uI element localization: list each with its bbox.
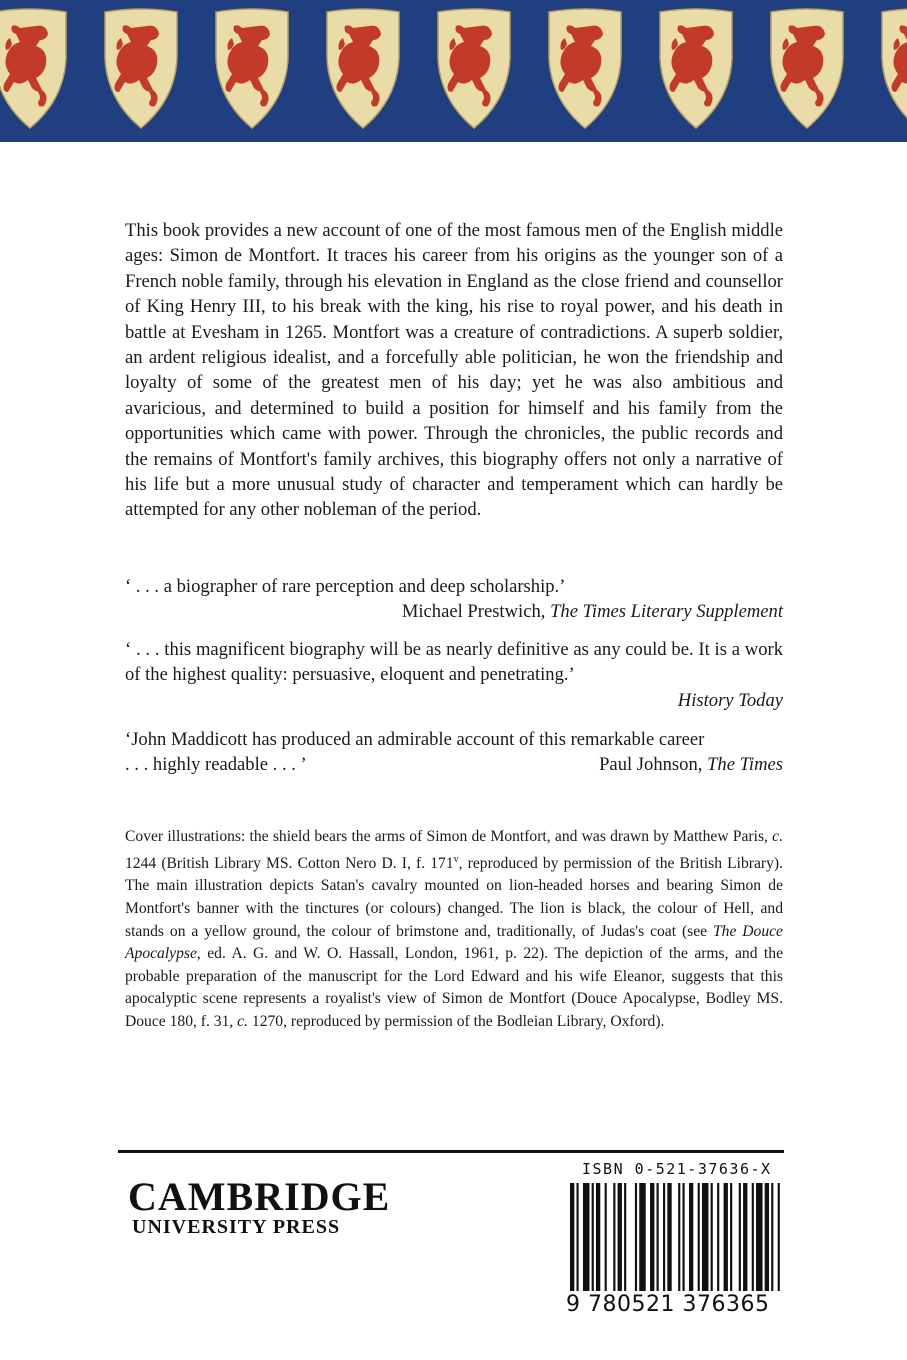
review-3-author: Paul Johnson, xyxy=(599,754,703,776)
review-2-source: History Today xyxy=(677,689,783,711)
review-1 xyxy=(125,574,783,625)
review-1-attribution xyxy=(125,599,783,624)
review-1-quote: ‘ . . . a biographer of rare perception and deep scholarship.’ xyxy=(125,576,566,597)
lion-rampant-shield-icon xyxy=(214,8,290,130)
book-description: This book provides a new account of one of the most famous men of the English middle ages: Simon de Montfort. It traces his career from his origins as the younger son of a French noble family, through his elevation in England as the close friend and counsellor of King Henry III, to his break with the king, his rise to royal power, and his death in battle at Evesham in 1265. Montfort was a creature of contradictions. A superb soldier, an ardent religious idealist, and a forcefully able politician, he won the friendship and loyalty of some of the greatest men of his day; yet he was also ambitious and avaricious, and determined to build a position for himself and his family from the opportunities which came with power. Through the chronicles, the public records and the remains of Montfort's family archives, this biography offers not only a narrative of his life but a more unusual study of character and temperament which can hardly be attempted for any other nobleman of the period. xyxy=(125,220,783,521)
credits-text-3: , reproduced by permission of the British Library). The main illustration depicts Satan's cavalry mounted on lion-headed horses and bearing Simon de Montfort's banner with the tinctures (or colours) changed. The lion is black, the colour of Hell, and stands on a yellow ground, the colour of brimstone and, traditionally, of Judas's coat (see xyxy=(125,854,783,940)
footer-divider xyxy=(118,1150,784,1153)
review-1-source: The Times Literary Supplement xyxy=(550,601,783,623)
review-3-source: The Times xyxy=(707,754,783,776)
review-3 xyxy=(125,727,783,778)
publisher-subname: UNIVERSITY PRESS xyxy=(132,1216,341,1238)
lion-rampant-shield-icon xyxy=(0,8,68,130)
lion-rampant-shield-icon xyxy=(769,8,845,130)
review-3-line2 xyxy=(125,752,783,777)
review-3-quote-line2: . . . highly readable . . . ’ xyxy=(125,754,307,776)
lion-rampant-shield-icon xyxy=(658,8,734,130)
review-3-quote-line1: ‘John Maddicott has produced an admirable account of this remarkable career xyxy=(125,729,705,750)
heraldic-banner xyxy=(0,0,907,142)
credits-text-4: , ed. A. G. and W. O. Hassall, London, 1961, p. 22). The depiction of the arms, and the probable preparation of the manuscript for the Lord Edward and his wife Eleanor, suggests that this apocalyptic scene represents a royalist's view of Simon de Montfort (Douce Apocalypse, Bodley MS. Douce 180, f. 31, xyxy=(125,945,783,1030)
lion-rampant-shield-icon xyxy=(103,8,179,130)
lion-rampant-shield-icon xyxy=(436,8,512,130)
credits-text-2: 1244 (British Library MS. Cotton Nero D. I, f. 171 xyxy=(125,854,454,872)
lion-rampant-shield-icon xyxy=(325,8,401,130)
review-2-attribution xyxy=(125,688,783,713)
review-3-attribution xyxy=(599,752,783,777)
publisher-name: CAMBRIDGE xyxy=(128,1174,391,1219)
lion-rampant-shield-icon xyxy=(880,8,907,130)
isbn-label: ISBN 0-521-37636-X xyxy=(582,1160,772,1178)
credits-circa-1: c. xyxy=(772,828,783,845)
lion-rampant-shield-icon xyxy=(547,8,623,130)
cover-illustration-credits xyxy=(125,826,783,1034)
review-2 xyxy=(125,637,783,713)
credits-book-title: The Douce Apocalypse xyxy=(125,922,783,963)
credits-text-5: 1270, reproduced by permission of the Bodleian Library, Oxford). xyxy=(248,1012,665,1030)
barcode-number: 9 780521 376365 xyxy=(566,1292,770,1317)
review-1-author: Michael Prestwich, xyxy=(401,601,546,623)
credits-text-1: Cover illustrations: the shield bears the arms of Simon de Montfort, and was drawn by Matthew Paris, xyxy=(125,828,773,845)
credits-verso: v xyxy=(453,853,459,865)
barcode xyxy=(566,1183,786,1291)
credits-circa-2: c. xyxy=(237,1012,248,1030)
review-2-quote: ‘ . . . this magnificent biography will be as nearly definitive as any could be. It is a work of the highest quality: persuasive, eloquent and penetrating.’ xyxy=(125,639,783,686)
